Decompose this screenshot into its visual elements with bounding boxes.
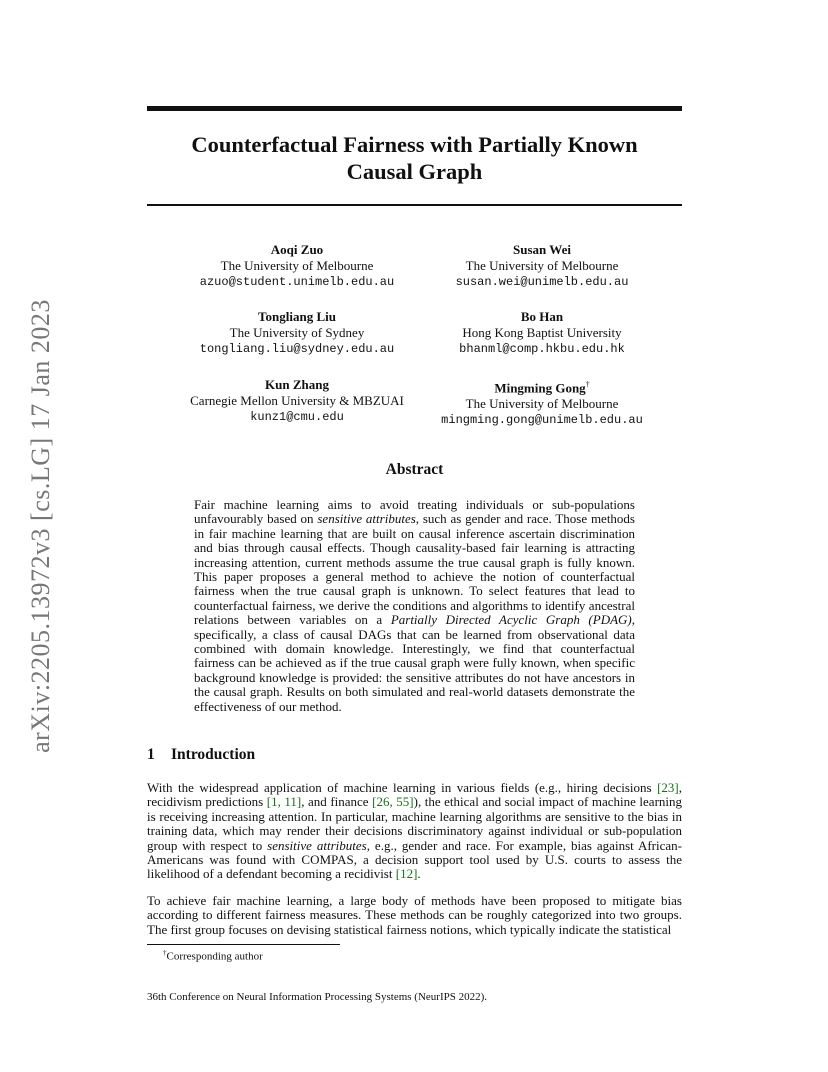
author-affiliation: The University of Melbourne bbox=[465, 258, 619, 273]
title-top-rule bbox=[147, 106, 682, 111]
author-name: Susan Wei bbox=[513, 242, 571, 257]
author-email[interactable]: bhanml@comp.hkbu.edu.hk bbox=[459, 342, 625, 356]
intro-paragraph-1 bbox=[147, 781, 682, 882]
author-card bbox=[422, 309, 662, 357]
abstract-heading: Abstract bbox=[385, 461, 444, 478]
author-card bbox=[422, 377, 662, 428]
text-emphasis: sensitive attributes bbox=[267, 837, 367, 853]
section-title: Introduction bbox=[171, 746, 256, 763]
text-segment: , e.g., gender and race. For example, bias against African-Americans was found with COMPAS, a decision support tool used by U.S. courts to assess the likelihood of a defendant becoming a recidivist bbox=[147, 837, 682, 882]
author-card bbox=[422, 242, 662, 290]
section-heading bbox=[147, 746, 255, 764]
conference-note: 36th Conference on Neural Information Processing Systems (NeurIPS 2022). bbox=[147, 991, 488, 1003]
text-segment: ), the ethical and social impact of machine learning is receiving increasing attention. In particular, machine learning algorithms are sensitive to the bias in training data, which may render their decisions discriminatory against individual or sub-population group with respect to bbox=[147, 794, 683, 853]
text-segment: . bbox=[417, 866, 421, 882]
author-email[interactable]: mingming.gong@unimelb.edu.au bbox=[441, 413, 643, 428]
author-name: Tongliang Liu bbox=[258, 309, 336, 324]
citation-link[interactable]: [1, 11] bbox=[266, 794, 302, 810]
author-block bbox=[147, 242, 682, 432]
author-email[interactable]: susan.wei@unimelb.edu.au bbox=[455, 275, 629, 289]
author-email[interactable]: azuo@student.unimelb.edu.au bbox=[199, 275, 395, 289]
text-segment: , recidivism predictions bbox=[147, 780, 682, 810]
abstract-emphasis: Partially Directed Acyclic Graph (PDAG) bbox=[390, 612, 632, 628]
author-affiliation: Hong Kong Baptist University bbox=[462, 325, 622, 340]
abstract-emphasis: sensitive attributes bbox=[317, 511, 416, 527]
author-affiliation: The University of Melbourne bbox=[220, 258, 374, 273]
corresponding-mark: † bbox=[585, 380, 590, 389]
paper-title bbox=[147, 131, 682, 185]
author-name bbox=[422, 377, 662, 396]
arxiv-stamp: arXiv:2205.13972v3 [cs.LG] 17 Jan 2023 bbox=[26, 299, 55, 753]
author-email[interactable]: kunz1@cmu.edu bbox=[250, 410, 344, 424]
author-card bbox=[177, 377, 417, 425]
intro-paragraph-2: To achieve fair machine learning, a large body of methods have been proposed to mitigate bias according to different fairness measures. These methods can be roughly categorized into two groups. The first group focuses on devising statistical fairness notions, which typically indicate the statistical bbox=[147, 893, 682, 937]
author-name: Bo Han bbox=[520, 309, 564, 324]
footnote bbox=[163, 949, 263, 963]
abstract-segment: , specifically, a class of causal DAGs that can be learned from observational data combined with domain knowledge. Interestingly, we find that counterfactual fairness can be achieved as if the true causal graph were fully known, when specific background knowledge is provided: the sensitive attributes do not have ancestors in the causal graph. Results on both simulated and real-world datasets demonstrate the effectiveness of our method. bbox=[194, 612, 635, 714]
author-card bbox=[177, 242, 417, 290]
abstract-segment: , such as gender and race. Those methods in fair machine learning that are built on causal inference ascertain discrimination and bias through causal effects. Though causality-based fair learning is attracting increasing attention, current methods assume the true causal graph is fully known. This paper proposes a general method to achieve the notion of counterfactual fairness when the true causal graph is unknown. To select features that lead to counterfactual fairness, we derive the conditions and algorithms to identify ancestral relations between variables on a bbox=[194, 511, 635, 628]
author-email[interactable]: tongliang.liu@sydney.edu.au bbox=[199, 342, 395, 356]
footnote-rule bbox=[147, 944, 340, 945]
title-line-2: Causal Graph bbox=[346, 159, 483, 184]
abstract-text bbox=[194, 498, 635, 714]
author-name: Kun Zhang bbox=[265, 377, 329, 392]
author-name-text: Mingming Gong bbox=[494, 380, 586, 396]
citation-link[interactable]: [26, 55] bbox=[372, 794, 414, 810]
text-segment: With the widespread application of machine learning in various fields (e.g., hiring decisions bbox=[147, 780, 658, 795]
title-bottom-rule bbox=[147, 204, 682, 206]
title-line-1: Counterfactual Fairness with Partially Known bbox=[191, 132, 638, 157]
author-name: Aoqi Zuo bbox=[270, 242, 324, 257]
citation-link[interactable]: [12] bbox=[395, 866, 418, 882]
footnote-mark: † bbox=[163, 949, 167, 957]
text-segment: , and finance bbox=[301, 794, 373, 810]
section-number: 1 bbox=[147, 746, 155, 763]
author-card bbox=[177, 309, 417, 357]
citation-link[interactable]: [23] bbox=[657, 780, 679, 795]
author-affiliation: The University of Melbourne bbox=[465, 396, 619, 412]
author-affiliation: The University of Sydney bbox=[229, 325, 365, 340]
footnote-text: Corresponding author bbox=[166, 950, 263, 963]
author-affiliation: Carnegie Mellon University & MBZUAI bbox=[190, 393, 404, 408]
abstract-segment: Fair machine learning aims to avoid treating individuals or sub-populations unfavourably based on bbox=[194, 497, 635, 527]
